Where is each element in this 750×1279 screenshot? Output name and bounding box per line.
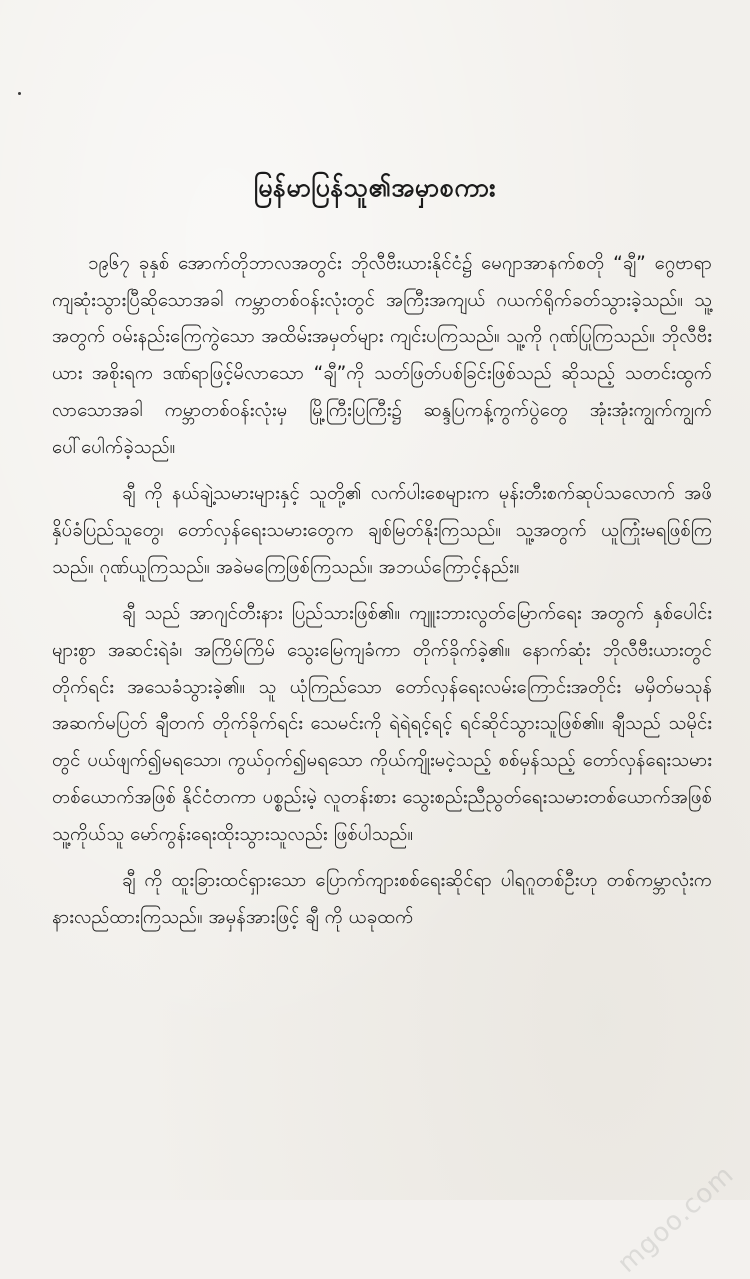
paragraph-2: ချီ ကို နယ်ချဲ့သမားများနှင့် သူတို့၏ လက်ပါးစေများက မုန်းတီးစက်ဆုပ်သလောက် အဖိနှိပ်ခံပြည်သူတွေ၊ တော်လှန်ရေးသမားတွေက ချစ်မြတ်နိုးကြသည်။ သူ့အတွက် ယူကြုံးမရဖြစ်ကြသည်။ ဂုဏ်ယူကြသည်။ အခဲမကြေဖြစ်ကြသည်။ အဘယ်ကြောင့်နည်း။ [52,483,712,578]
paragraph-3: ချီ သည် အာဂျင်တီးနား ပြည်သားဖြစ်၏။ ကျူးဘားလွတ်မြောက်ရေး အတွက် နှစ်ပေါင်းများစွာ အဆင်းရဲခံ၊ အကြိမ်ကြိမ် သွေးမြေကျခံကာ တိုက်ခိုက်ခဲ့၏။ နောက်ဆုံး ဘိုလီဗီးယားတွင် တိုက်ရင်း အသေခံသွားခဲ့၏။ သူ ယုံကြည်သော တော်လှန်ရေးလမ်းကြောင်းအတိုင်း မမှိတ်မသုန် အဆက်မပြတ် ချီတက် တိုက်ခိုက်ရင်း သေမင်းကို ရဲရဲရင့်ရင့် ရင်ဆိုင်သွားသူဖြစ်၏။ ချီသည် သမိုင်းတွင် ပယ်ဖျက်၍မရသော၊ ကွယ်ဝှက်၍မရသော ကိုယ်ကျိုးမငဲ့သည့် စစ်မှန်သည့် တော်လှန်ရေးသမားတစ်ယောက်အဖြစ် နိုင်ငံတကာ ပစ္စည်းမဲ့ လူတန်းစား သွေးစည်းညီညွတ်ရေးသမားတစ်ယောက်အဖြစ် သူ့ကိုယ်သူ မော်ကွန်းရေးထိုးသွားသူလည်း ဖြစ်ပါသည်။ [52,603,712,845]
watermark: mgoo.com [612,1159,740,1279]
paragraph-1: ၁၉၆၇ ခုနှစ် အောက်တိုဘာလအတွင်း ဘိုလီဗီးယားနိုင်ငံ၌ မေဂျာအာနက်စတို “ချီ” ဂွေဗာရာ ကျဆုံးသွားပြီဆိုသောအခါ ကမ္ဘာတစ်ဝန်းလုံးတွင် အကြီးအကျယ် ဂယက်ရိုက်ခတ်သွားခဲ့သည်။ သူ့အတွက် ဝမ်းနည်းကြေကွဲသော အထိမ်းအမှတ်များ ကျင်းပကြသည်။ သူ့ကို ဂုဏ်ပြုကြသည်။ ဘိုလီဗီးယား အစိုးရက ဒဏ်ရာဖြင့်မိလာသော “ချီ”ကို သတ်ဖြတ်ပစ်ခြင်းဖြစ်သည် ဆိုသည့် သတင်းထွက်လာသောအခါ ကမ္ဘာတစ်ဝန်းလုံးမှ မြို့ကြီးပြကြီး၌ ဆန္ဒပြကန့်ကွက်ပွဲတွေ အုံးအုံးကျွက်ကျွက် ပေါ်ပေါက်ခဲ့သည်။ [52,253,712,458]
paragraph-4: ချီ ကို ထူးခြားထင်ရှားသော ပြောက်ကျားစစ်ရေးဆိုင်ရာ ပါရဂူတစ်ဦးဟု တစ်ကမ္ဘာလုံးက နားလည်ထားကြသည်။ အမှန်အားဖြင့် ချီ ကို ယခုထက် [52,870,712,928]
body-text [52,246,712,937]
page-speck [18,92,21,95]
chapter-title: မြန်မာပြန်သူ၏အမှာစကား [254,173,496,202]
